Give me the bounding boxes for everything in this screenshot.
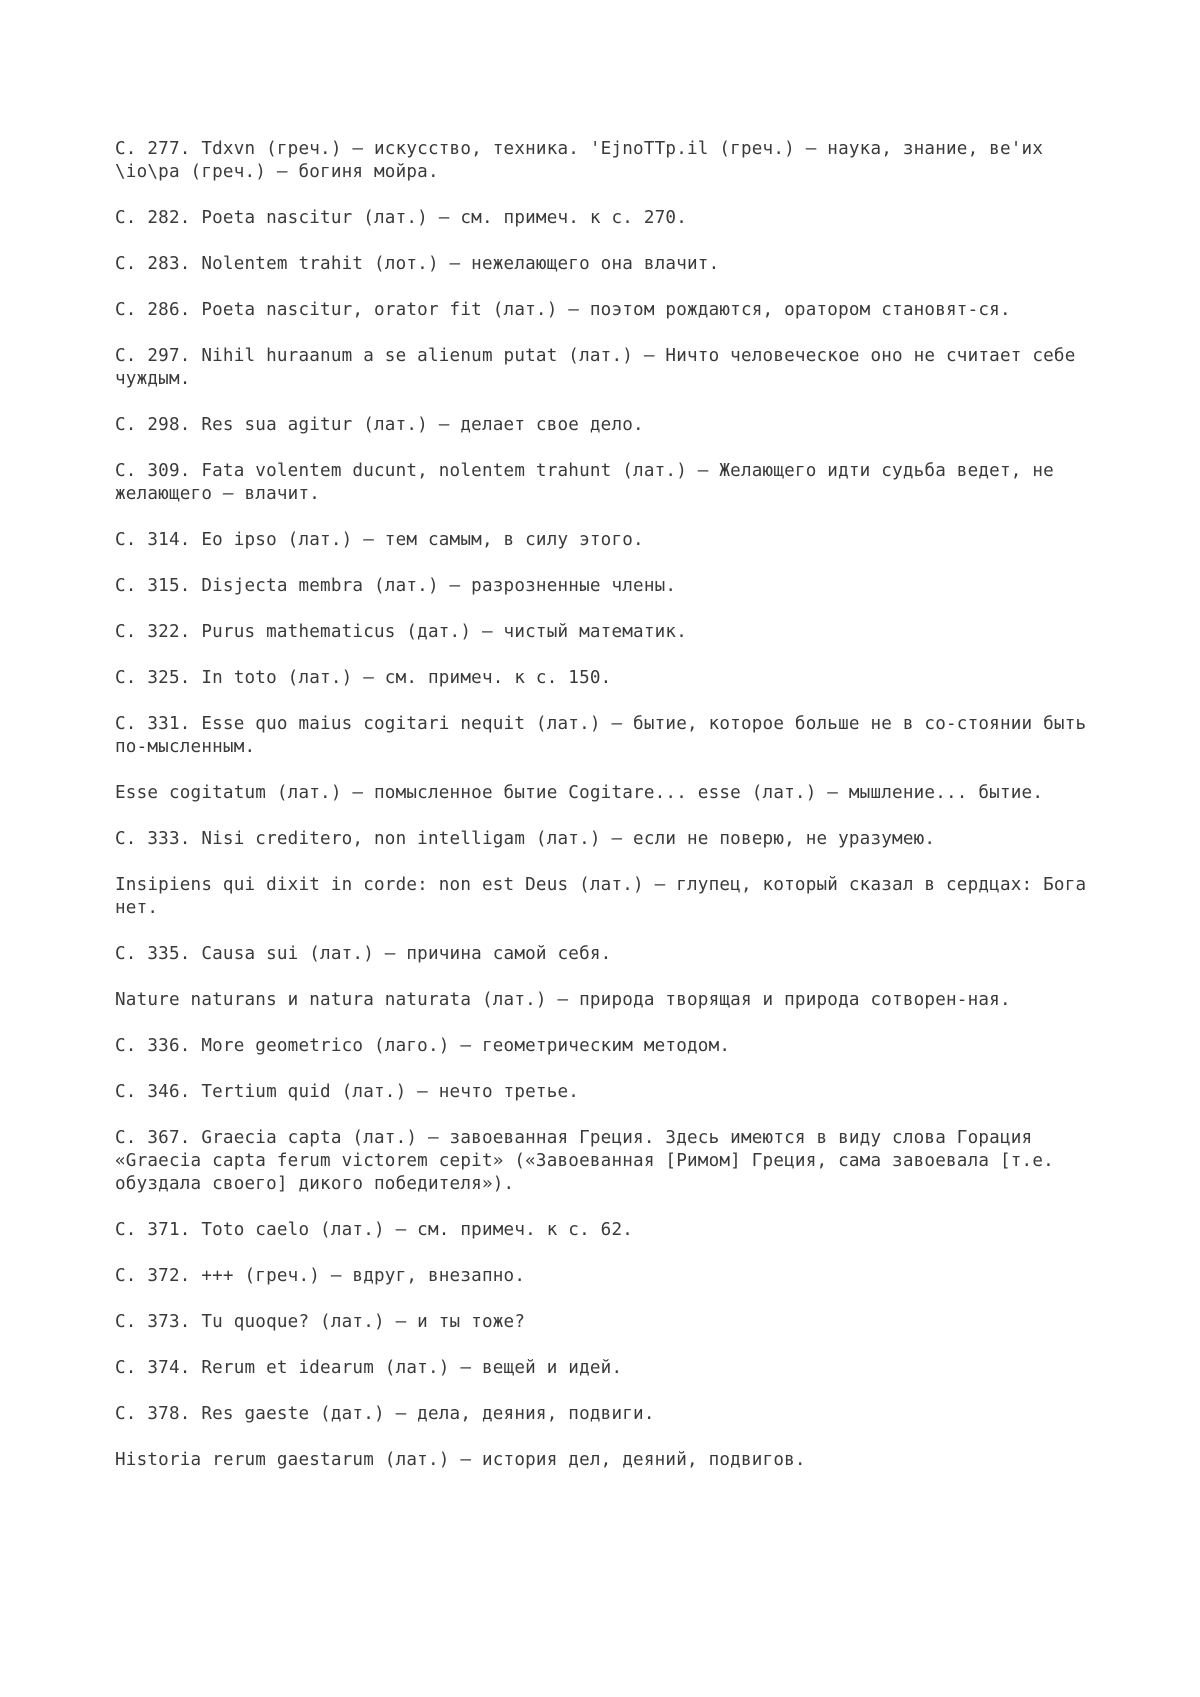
note-entry: С. 371. Toto caelo (лат.) — см. примеч. к с. 62.	[115, 1220, 634, 1240]
note-entry: С. 336. More geometrico (лаго.) — геометрическим методом.	[115, 1036, 731, 1056]
note-entry: С. 286. Poeta nascitur, orator fit (лат.) — поэтом рождаются, оратором становят-ся.	[115, 300, 1011, 320]
note-entry: С. 277. Tdxvn (греч.) — искусство, техника. 'EjnoTTp.il (греч.) — наука, знание, ве'их \io\pa (греч.) — богиня мойра.	[115, 139, 1044, 182]
note-entry: С. 378. Res gaeste (дат.) — дела, деяния, подвиги.	[115, 1404, 655, 1424]
note-entry: С. 297. Nihil huraanum a se alienum putat (лат.) — Ничто человеческое оно не считает себе чуждым.	[115, 346, 1076, 389]
note-entry: С. 346. Tertium quid (лат.) — нечто третье.	[115, 1082, 580, 1102]
note-entry: С. 282. Poeta nascitur (лат.) — см. примеч. к с. 270.	[115, 208, 687, 228]
note-entry: С. 373. Tu quoque? (лат.) — и ты тоже?	[115, 1312, 526, 1332]
note-entry: С. 315. Disjecta membra (лат.) — разрозненные члены.	[115, 576, 677, 596]
note-entry: С. 309. Fata volentem ducunt, nolentem trahunt (лат.) — Желающего идти судьба ведет, не желающего — влачит.	[115, 461, 1054, 504]
note-entry: С. 367. Graecia capta (лат.) — завоеванная Греция. Здесь имеются в виду слова Горация «Graecia capta ferum victorem cepit» («Завоеванная [Римом] Греция, сама завоевала [т.е. обуздала своего] дикого победителя»).	[115, 1128, 1054, 1194]
note-entry: С. 374. Rerum et idearum (лат.) — вещей и идей.	[115, 1358, 623, 1378]
note-entry: Historia rerum gaestarum (лат.) — история дел, деяний, подвигов.	[115, 1450, 806, 1470]
note-entry: С. 335. Causa sui (лат.) — причина самой себя.	[115, 944, 612, 964]
note-entry: С. 322. Purus mathematicus (дат.) — чистый математик.	[115, 622, 687, 642]
note-entry: С. 298. Res sua agitur (лат.) — делает свое дело.	[115, 415, 644, 435]
note-entry: С. 314. Eo ipso (лат.) — тем самым, в силу этого.	[115, 530, 644, 550]
note-entry: С. 333. Nisi creditero, non intelligam (лат.) — если не поверю, не уразумею.	[115, 829, 936, 849]
note-entry: Esse cogitatum (лат.) — помысленное бытие Cogitare... esse (лат.) — мышление... бытие.	[115, 783, 1044, 803]
note-entry: С. 331. Esse quo maius cogitari nequit (лат.) — бытие, которое больше не в со-стоянии быть по-мысленным.	[115, 714, 1087, 757]
note-entry: С. 372. +++ (греч.) — вдруг, внезапно.	[115, 1266, 526, 1286]
note-entry: Insipiens qui dixit in corde: non est Deus (лат.) — глупец, который сказал в сердцах: Бога нет.	[115, 875, 1087, 918]
note-entry: С. 325. In toto (лат.) — см. примеч. к с. 150.	[115, 668, 612, 688]
notes-list	[115, 138, 1095, 1495]
note-entry: Nature naturans и natura naturata (лат.) — природа творящая и природа сотворен-ная.	[115, 990, 1011, 1010]
note-entry: С. 283. Nolentem trahit (лот.) — нежелающего она влачит.	[115, 254, 720, 274]
